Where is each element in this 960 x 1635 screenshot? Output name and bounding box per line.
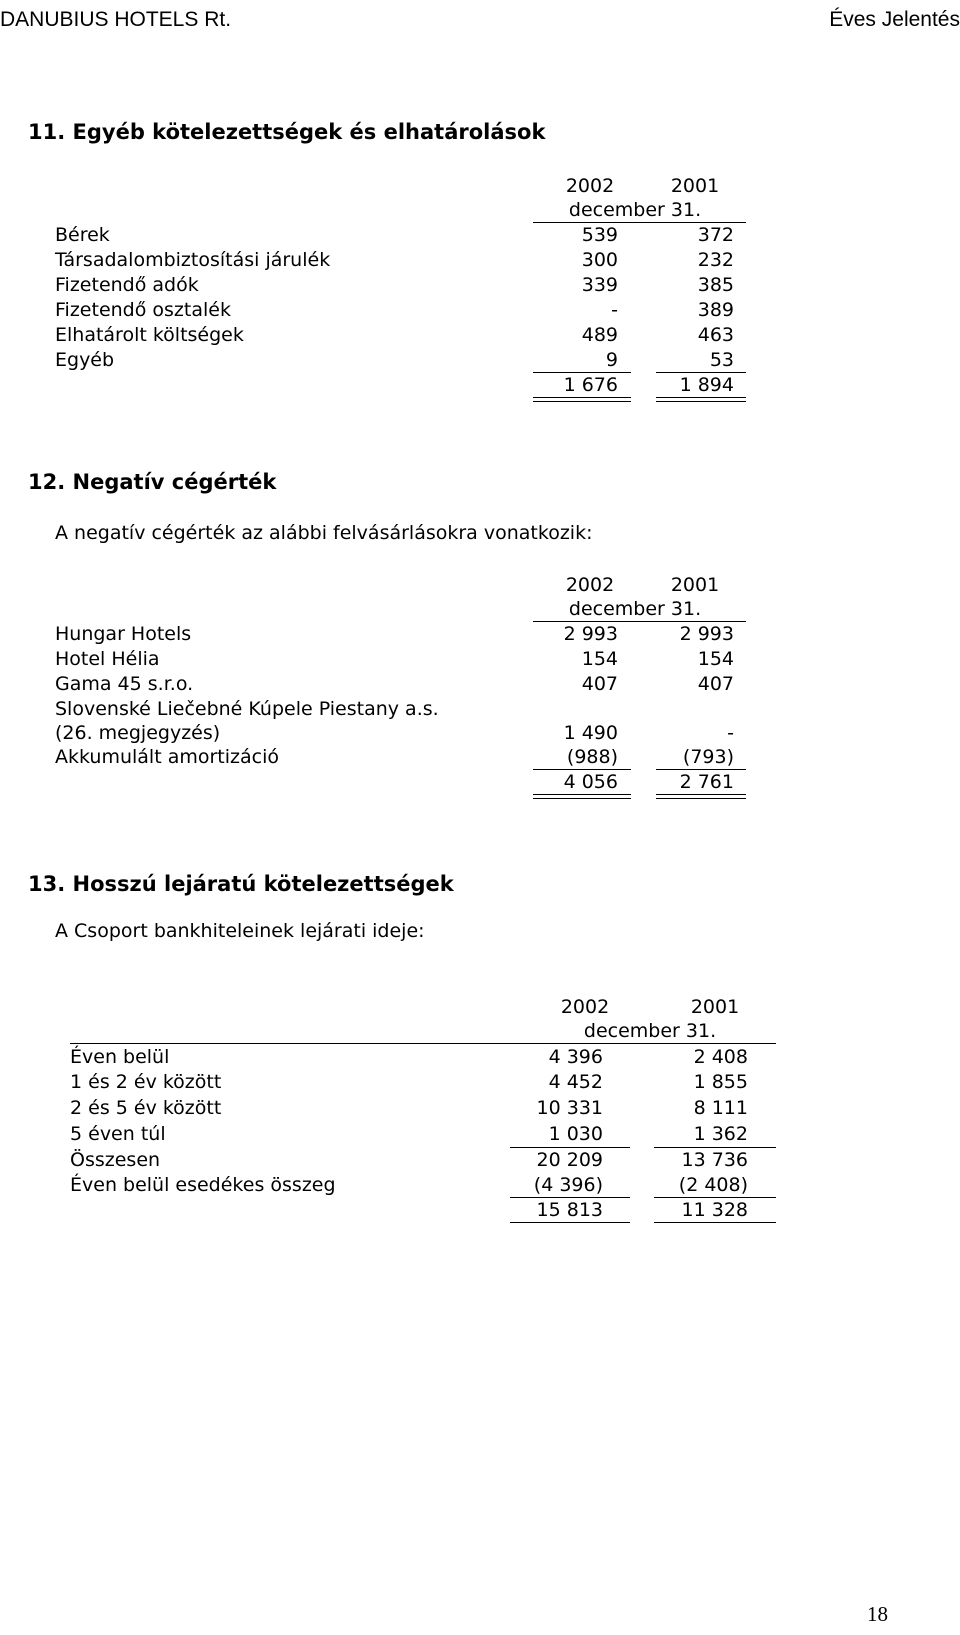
s11-row-2002: 489 [581, 324, 618, 346]
s13-header-rule [70, 1043, 776, 1044]
s11-row-label: Fizetendő adók [55, 274, 199, 296]
s12-row-2001: 154 [697, 648, 734, 670]
s13-subtotal-rule-2001 [654, 1147, 776, 1148]
s11-row-2002: 300 [581, 249, 618, 271]
s13-date-label: december 31. [583, 1020, 717, 1042]
s11-row-label: Egyéb [55, 349, 115, 371]
s11-total-2002: 1 676 [563, 374, 618, 396]
s13-row-2001: 2 408 [693, 1046, 748, 1068]
s13-total-rule-2002 [510, 1197, 630, 1198]
s11-row-2001: 53 [709, 349, 734, 371]
s12-row-label: Hotel Hélia [55, 648, 160, 670]
s12-row-2002: 407 [581, 673, 618, 695]
s12-date-label: december 31. [568, 598, 702, 620]
s11-row-2002: 339 [581, 274, 618, 296]
s13-row-2001: 8 111 [693, 1097, 748, 1119]
s13-row-2002: 4 452 [548, 1071, 603, 1093]
s13-row-2001: 1 362 [693, 1123, 748, 1145]
s12-row-2001: 407 [697, 673, 734, 695]
section-13-intro: A Csoport bankhiteleinek lejárati ideje: [55, 920, 425, 942]
s13-row-2001: 13 736 [681, 1149, 748, 1171]
s11-col-2002: 2002 [565, 175, 615, 197]
s13-total-2001: 11 328 [681, 1199, 748, 1221]
s12-row-2002: 154 [581, 648, 618, 670]
s13-bottom-rule-2001 [654, 1222, 776, 1223]
s12-col-2002: 2002 [565, 574, 615, 596]
page-number: 18 [867, 1602, 888, 1626]
s13-row-label: Éven belül esedékes összeg [70, 1174, 336, 1196]
s12-row-2002: 1 490 [563, 722, 618, 744]
s13-row-2002: 1 030 [548, 1123, 603, 1145]
s11-total-double-rule-2001 [656, 397, 746, 402]
s11-header-rule [533, 222, 746, 223]
s13-row-2002: 10 331 [536, 1097, 603, 1119]
section-12-title: 12. Negatív cégérték [28, 470, 277, 494]
s12-col-2001: 2001 [670, 574, 720, 596]
s12-header-rule [533, 621, 746, 622]
s12-row-2001: 2 993 [679, 623, 734, 645]
s13-row-label: Éven belül [70, 1046, 170, 1068]
s11-subtotal-rule-2001 [656, 372, 746, 373]
s12-row-label: Gama 45 s.r.o. [55, 673, 194, 695]
s11-date-label: december 31. [568, 199, 702, 221]
s13-col-2002: 2002 [560, 996, 610, 1018]
s12-row-label: Slovenské Liečebné Kúpele Piestany a.s. [55, 698, 439, 720]
section-12-intro: A negatív cégérték az alábbi felvásárlásokra vonatkozik: [55, 522, 593, 544]
s11-row-2002: 539 [581, 224, 618, 246]
s11-row-2001: 232 [697, 249, 734, 271]
s12-row-2001: - [727, 722, 734, 744]
section-11-title: 11. Egyéb kötelezettségek és elhatárolások [28, 120, 546, 144]
s13-row-2001: (2 408) [678, 1174, 748, 1196]
s11-row-2001: 372 [697, 224, 734, 246]
section-13-title: 13. Hosszú lejáratú kötelezettségek [28, 872, 454, 896]
s11-col-2001: 2001 [670, 175, 720, 197]
s11-row-2002: 9 [605, 349, 618, 371]
s13-row-label: 5 éven túl [70, 1123, 166, 1145]
s13-row-2002: (4 396) [533, 1174, 603, 1196]
s13-row-label: 2 és 5 év között [70, 1097, 222, 1119]
s12-row-2002: 2 993 [563, 623, 618, 645]
s12-row-label: Hungar Hotels [55, 623, 192, 645]
s13-total-2002: 15 813 [536, 1199, 603, 1221]
s11-subtotal-rule-2002 [533, 372, 631, 373]
s13-total-rule-2001 [654, 1197, 776, 1198]
s12-total-double-rule-2002 [533, 794, 631, 799]
s11-row-2001: 385 [697, 274, 734, 296]
report-title: Éves Jelentés [829, 8, 960, 31]
s13-bottom-rule-2002 [510, 1222, 630, 1223]
s13-row-label: 1 és 2 év között [70, 1071, 222, 1093]
s12-total-double-rule-2001 [656, 794, 746, 799]
s12-row-2001: (793) [682, 746, 734, 768]
s13-subtotal-rule-2002 [510, 1147, 630, 1148]
company-name: DANUBIUS HOTELS Rt. [0, 8, 232, 31]
s13-row-label: Összesen [70, 1149, 161, 1171]
s12-subtotal-rule-2001 [656, 769, 746, 770]
s13-col-2001: 2001 [690, 996, 740, 1018]
s11-row-label: Társadalombiztosítási járulék [55, 249, 331, 271]
s11-row-2001: 389 [697, 299, 734, 321]
s11-row-label: Bérek [55, 224, 110, 246]
s12-total-2002: 4 056 [563, 771, 618, 793]
s11-total-2001: 1 894 [679, 374, 734, 396]
s11-total-double-rule-2002 [533, 397, 631, 402]
s11-row-2002: - [611, 299, 618, 321]
s12-row-label: Akkumulált amortizáció [55, 746, 279, 768]
s11-row-2001: 463 [697, 324, 734, 346]
s12-total-2001: 2 761 [679, 771, 734, 793]
s12-row-2002: (988) [566, 746, 618, 768]
s11-row-label: Fizetendő osztalék [55, 299, 231, 321]
s13-row-2002: 4 396 [548, 1046, 603, 1068]
s13-row-2002: 20 209 [536, 1149, 603, 1171]
s13-row-2001: 1 855 [693, 1071, 748, 1093]
s11-row-label: Elhatárolt költségek [55, 324, 244, 346]
s12-subtotal-rule-2002 [533, 769, 631, 770]
s12-row-label: (26. megjegyzés) [55, 722, 221, 744]
